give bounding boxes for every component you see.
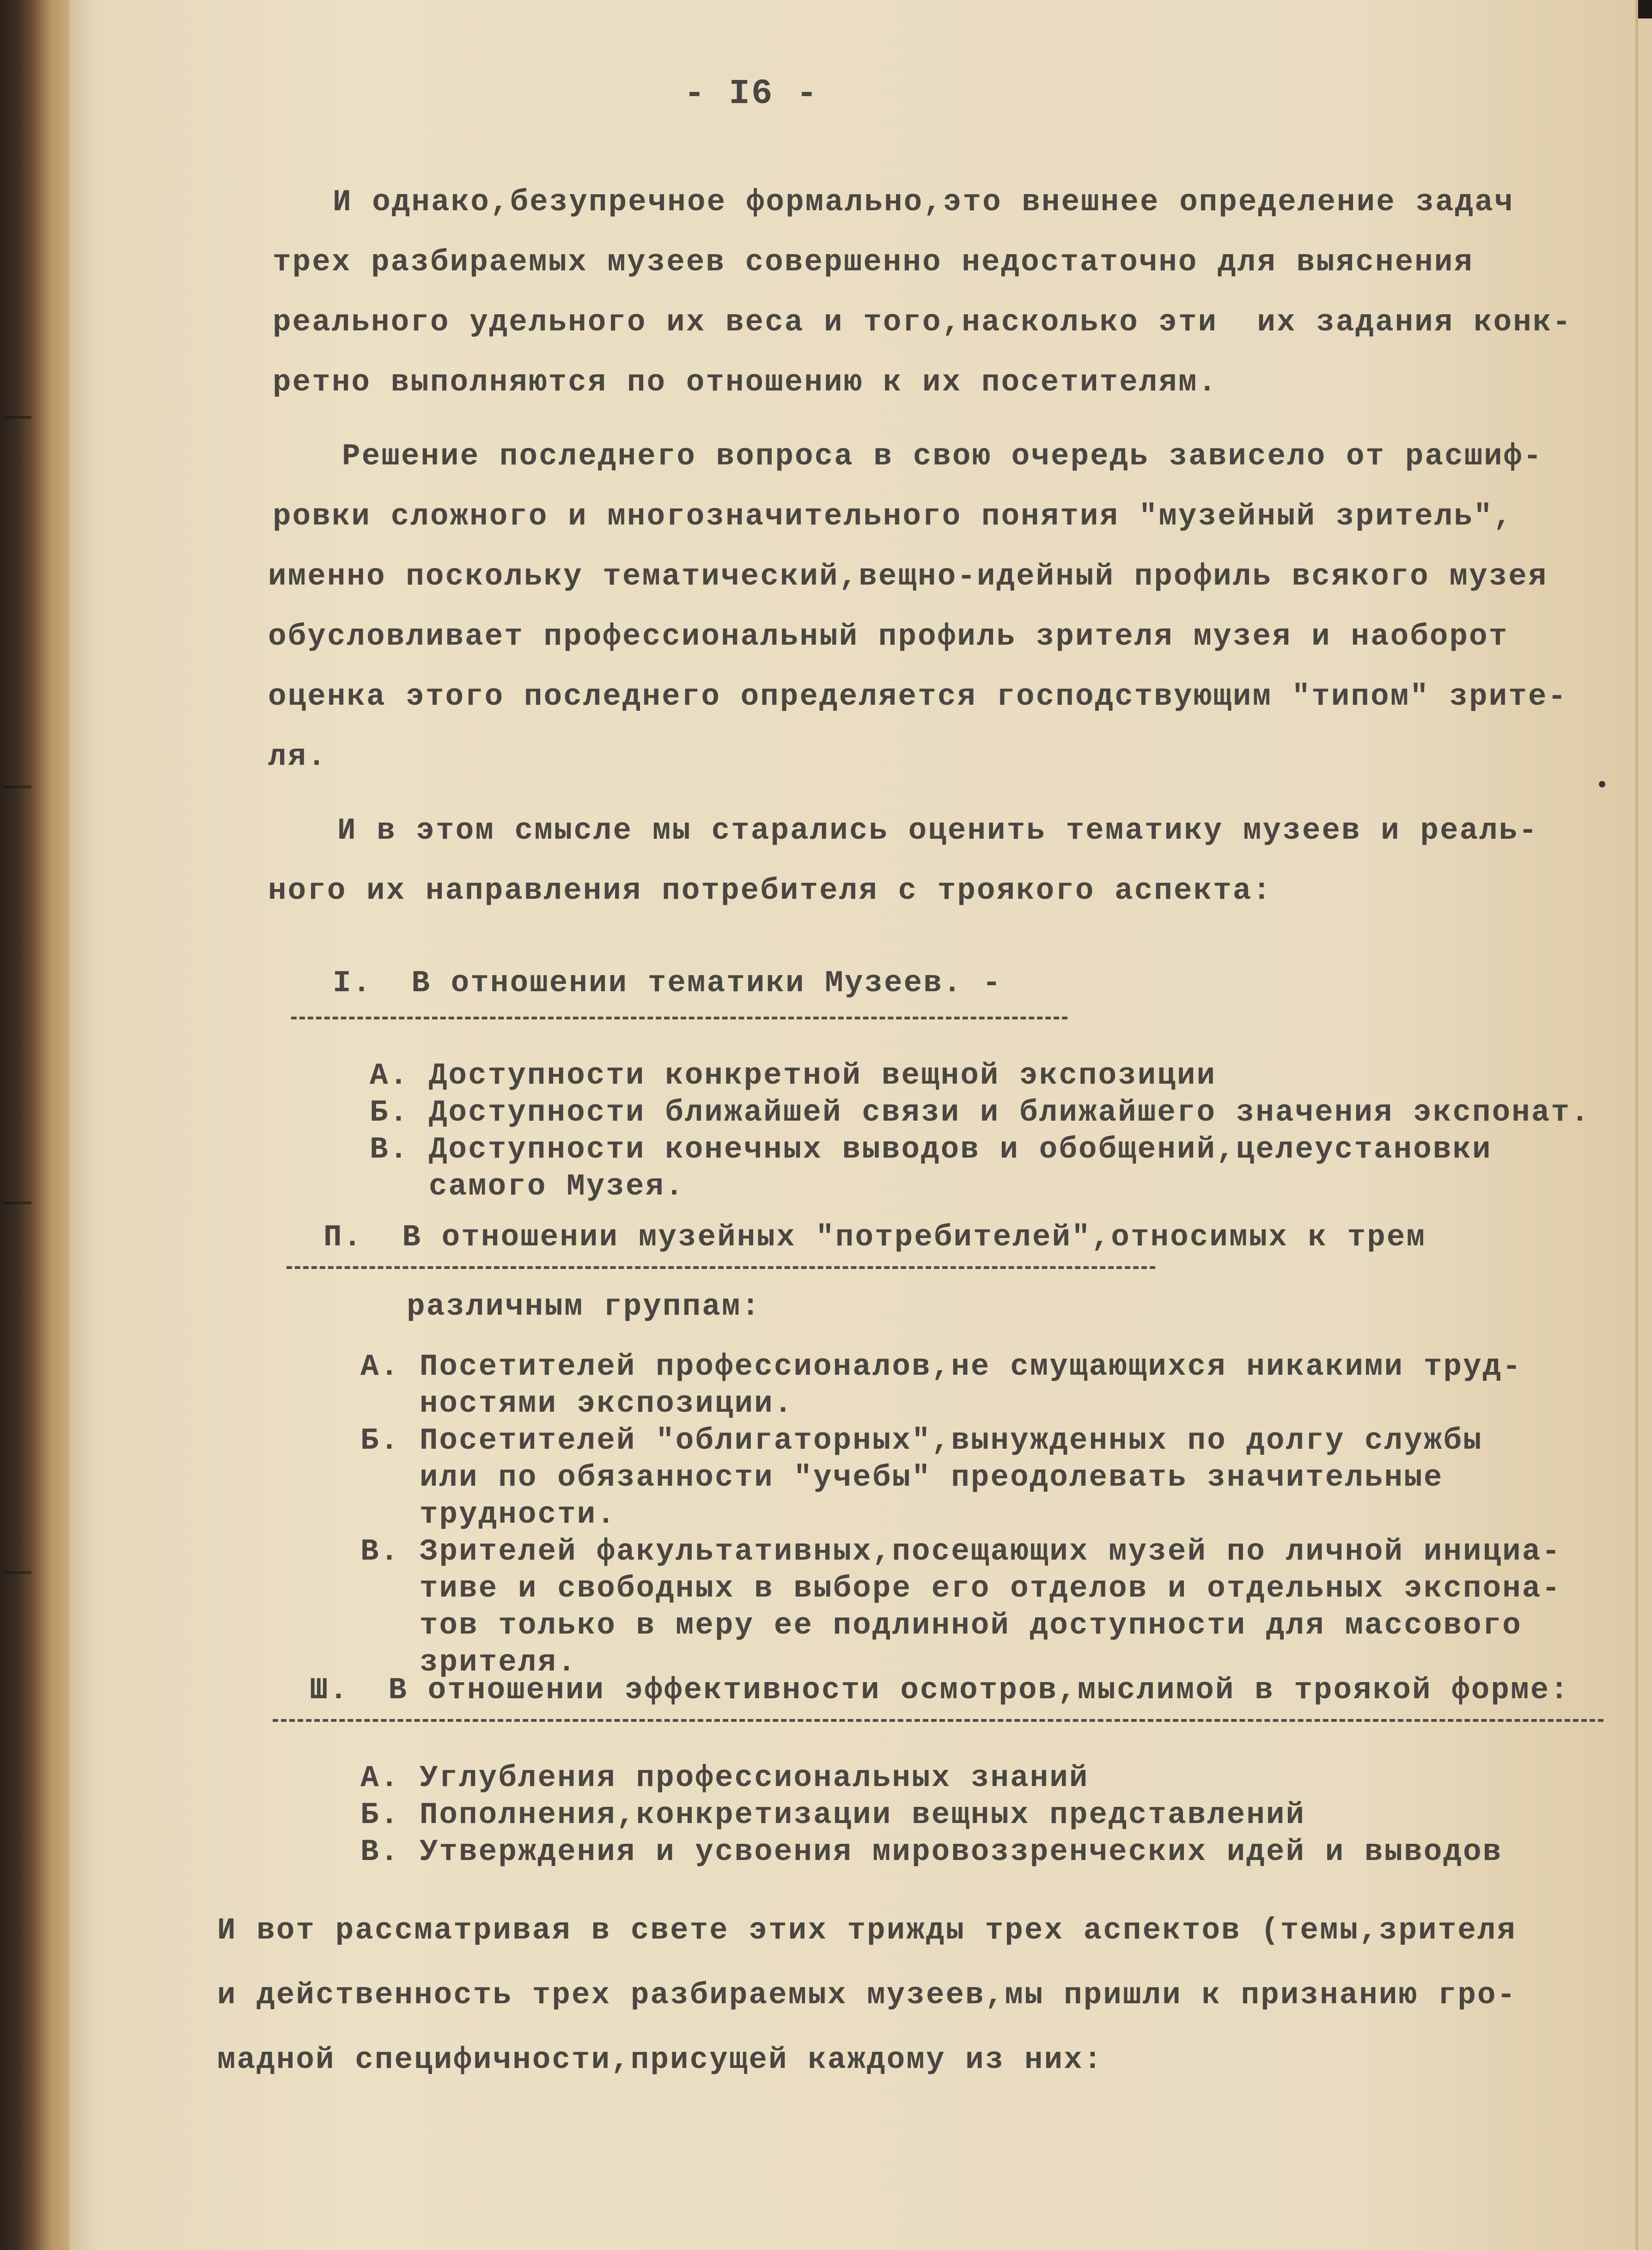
paragraph-2-line: именно поскольку тематический,вещно-идейный профиль всякого музея (268, 559, 1548, 594)
section-1-item: самого Музея. (370, 1169, 685, 1204)
paragraph-1-line: ретно выполняются по отношению к их посетителям. (273, 365, 1218, 400)
paragraph-2-line: обусловливает профессиональный профиль зрителя музея и наоборот (268, 619, 1509, 654)
paragraph-3-line: ного их направления потребителя с троякого аспекта: (268, 873, 1272, 908)
section-2-item: ностями экспозиции. (360, 1386, 794, 1421)
section-1-item: В. Доступности конечных выводов и обобщений,целеустановки (370, 1132, 1492, 1167)
section-2-heading-cont: различным группам: (407, 1289, 761, 1324)
section-1-heading: I. В отношении тематики Музеев. - (333, 966, 1002, 1000)
ink-dot (1599, 781, 1605, 787)
section-2-underline (287, 1266, 1155, 1269)
paragraph-4-line: И вот рассматривая в свете этих трижды трех аспектов (темы,зрителя (217, 1913, 1517, 1948)
paragraph-3-line: И в этом смысле мы старались оценить тематику музеев и реаль- (337, 813, 1538, 848)
section-2-heading: П. В отношении музейных "потребителей",относимых к трем (323, 1220, 1426, 1255)
paragraph-1-line: И однако,безупречное формально,это внешнее определение задач (333, 185, 1514, 220)
section-3-item: В. Утверждения и усвоения мировоззренческих идей и выводов (360, 1835, 1503, 1869)
section-1-underline (291, 1017, 1067, 1019)
section-1-item: А. Доступности конкретной вещной экспозиции (370, 1058, 1217, 1093)
section-3-underline (273, 1719, 1603, 1722)
paragraph-4-line: и действенность трех разбираемых музеев,мы пришли к признанию гро- (217, 1978, 1517, 2012)
section-2-item: А. Посетителей профессионалов,не смущающихся никакими труд- (360, 1349, 1522, 1384)
paragraph-2-line: Решение последнего вопроса в свою очередь зависело от расшиф- (342, 439, 1543, 474)
paragraph-1-line: реального удельного их веса и того,насколько эти их задания конк- (273, 305, 1573, 340)
section-2-item: Б. Посетителей "облигаторных",вынужденных по долгу службы (360, 1423, 1483, 1458)
section-2-item: или по обязанности "учебы" преодолевать значительные (360, 1460, 1444, 1495)
paragraph-2-line: ровки сложного и многозначительного понятия "музейный зритель", (273, 499, 1513, 534)
page-number: - I6 - (684, 74, 819, 114)
section-2-item: тов только в меру ее подлинной доступности для массового (360, 1608, 1522, 1643)
section-3-item: Б. Пополнения,конкретизации вещных представлений (360, 1798, 1306, 1832)
section-2-item: тиве и свободных в выборе его отделов и отдельных экспона- (360, 1571, 1561, 1606)
section-2-item: зрителя. (360, 1645, 577, 1680)
paragraph-2-line: ля. (268, 739, 327, 774)
paragraph-1-line: трех разбираемых музеев совершенно недостаточно для выяснения (273, 245, 1474, 280)
section-1-item: Б. Доступности ближайшей связи и ближайшего значения экспонат. (370, 1095, 1591, 1130)
section-3-heading: Ш. В отношении эффективности осмотров,мыслимой в троякой форме: (310, 1673, 1570, 1707)
paragraph-2-line: оценка этого последнего определяется господствующим "типом" зрите- (268, 679, 1568, 714)
section-2-item: В. Зрителей факультативных,посещающих музей по личной инициа- (360, 1534, 1561, 1569)
section-2-item: трудности. (360, 1497, 616, 1532)
section-3-item: А. Углубления профессиональных знаний (360, 1761, 1089, 1795)
paragraph-4-line: мадной специфичности,присущей каждому из них: (217, 2043, 1103, 2077)
